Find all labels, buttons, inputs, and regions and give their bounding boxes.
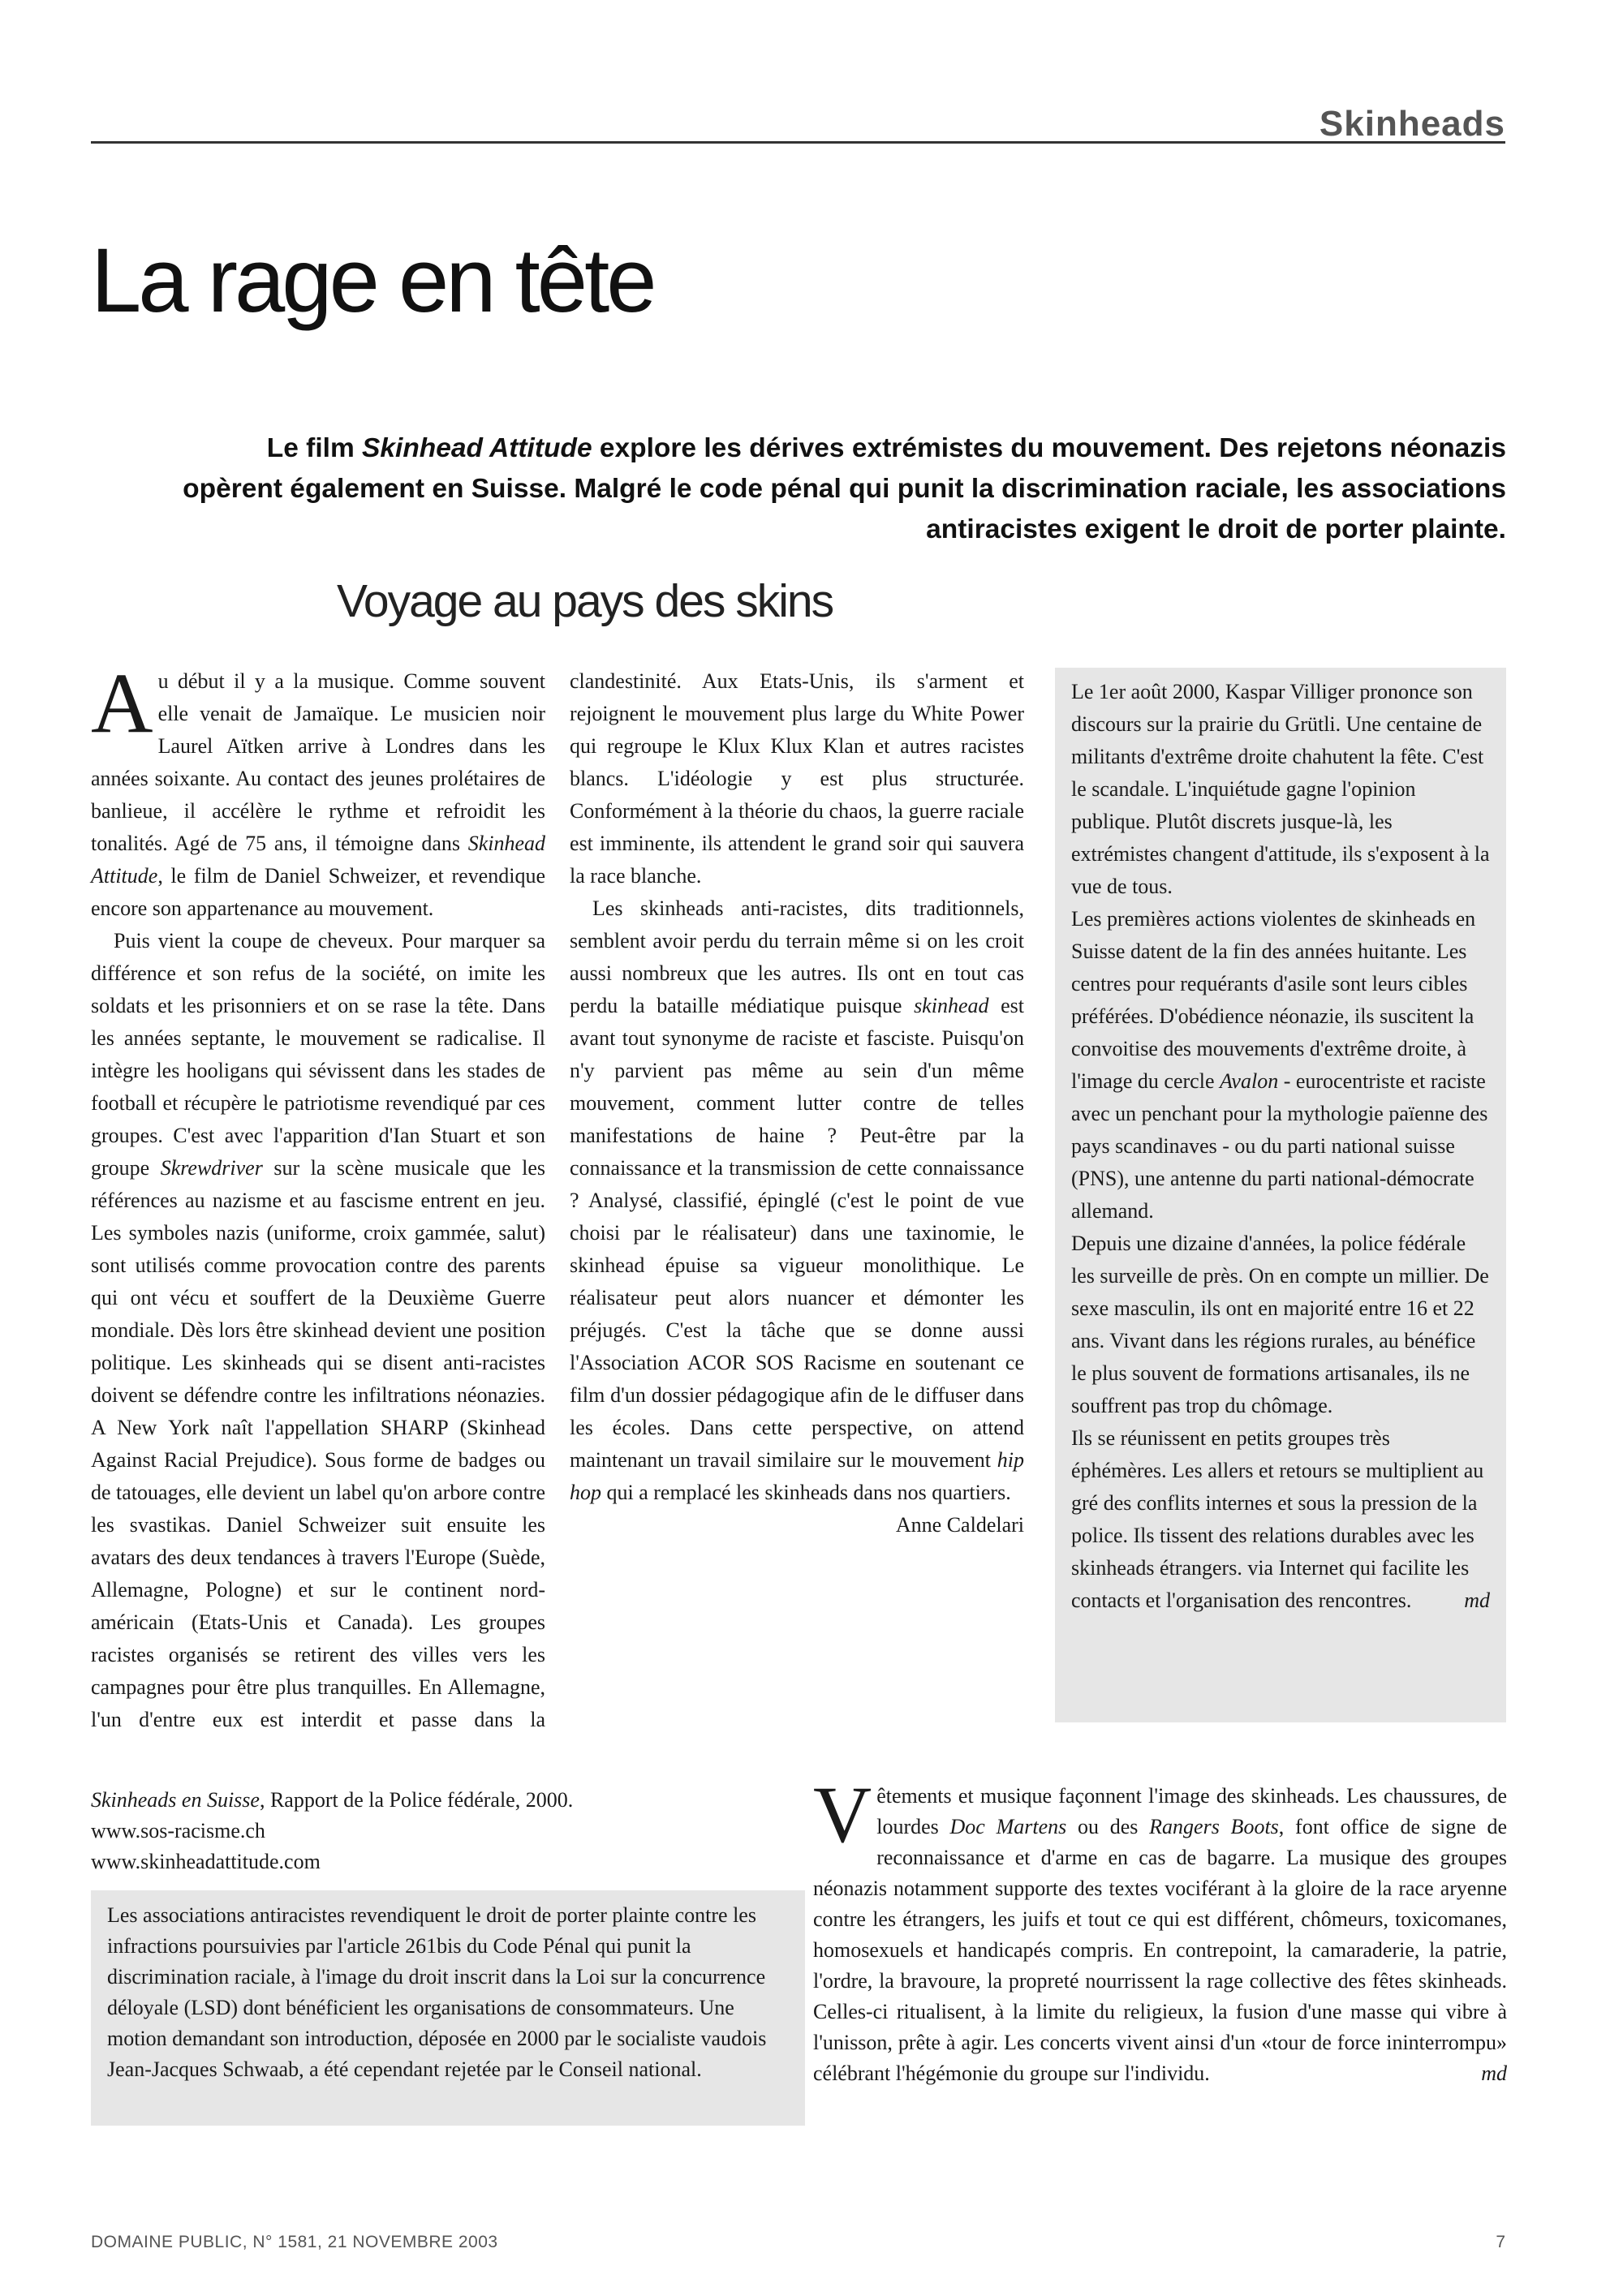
footer-publication: DOMAINE PUBLIC, N° 1581, 21 NOVEMBRE 2003 <box>91 2233 498 2251</box>
report-title: Skinheads en Suisse <box>91 1788 260 1812</box>
paragraph-text: , font office de signe de reconnaissance et d'arme en cas de bagarre. La musique des groupes néonazis notamment supporte des textes vociférant à la gloire de la race aryenne contre les étrangers, les juifs et tout ce qui est différent, chômeurs, toxicomanes, homosexuels et handicapés compris. En contrepoint, la camaraderie, la patrie, l'ordre, la bravoure, la propreté nourrissent la rage collective des fêtes skinheads. Celles-ci ritualisent, à la limite du religieux, la fusion d'une masse qui vibre à l'unisson, prête à agir. Les concerts vivent ainsi d'un «tour de force ininterrompu» célébrant l'hégémonie du groupe sur l'individu. <box>813 1815 1508 2085</box>
paragraph-text: Les skinheads anti-racistes, dits traditionnels, semblent avoir perdu du terrain même si on les croit aussi nombreux que les autres. Ils ont en tout cas perdu la bataille médiatique puisque <box>570 896 1024 1017</box>
sidebar-text: Les premières actions violentes de skinheads en Suisse datent de la fin des années huitante. Les centres pour requérants d'asile sont leurs cibles préférées. D'obédience néonazie, ils suscitent la convoitise des mouvements d'extrême droite, à l'image du cercle <box>1071 907 1476 1093</box>
article-paragraph <box>91 656 545 925</box>
lead-film-title: Skinhead Attitude <box>362 433 592 463</box>
main-article <box>91 656 1025 1744</box>
drop-cap: V <box>813 1769 872 1860</box>
article-lead <box>162 428 1506 550</box>
paragraph-text: qui a remplacé les skinheads dans nos quartiers. <box>601 1481 1011 1504</box>
brand-name: Doc Martens <box>949 1815 1067 1838</box>
sidebar-signature: md <box>1464 1589 1490 1612</box>
paragraph-text: sur la scène musicale que les références au nazisme et au fascisme entrent en jeu. Les symboles nazis (uniforme, croix gammée, salut) sont utilisés comme provocation contre des parents qui ont vécu et souffert de la Deuxième Guerre mondiale. Dès lors être skinhead devient une position politique. Les skinheads qui se disent anti-racistes doivent se défendre contre les infiltrations néonazies. A New York naît l'appellation SHARP (Skinhead Against Racial Prejudice). Sous forme de badges ou de tatouages, elle devient un label qu'on arbore contre les svastikas. Daniel Schweizer suit ensuite les avatars des deux tendances à travers l'Europe (Suède, Allemagne, Pologne) et sur le continent nord-américain (Etats-Unis et Canada). Les groupes racistes organisés se retirent des villes vers les campagnes pour être plus tranquilles. En Allemagne, l'un d'entre eux est interdit et passe dans la clandestinité. Aux Etats-Unis, ils s'arment et rejoignent le mouvement plus large du White Power qui regroupe le Klux Klux Klan et autres racistes blancs. L'idéologie y est plus structurée. Conformément à la théorie du chaos, la guerre raciale est imminente, ils attendent le grand soir qui sauvera la race blanche. <box>91 669 1024 1731</box>
report-details: , Rapport de la Police fédérale, 2000. <box>259 1788 574 1812</box>
paragraph-text: Puis vient la coupe de cheveux. Pour marquer sa différence et son refus de la société, on imite les soldats et les prisonniers et on se rase la tête. Dans les années septante, le mouvement se radicalise. Il intègre les hooligans qui sévissent dans les stades de football et récupère le patriotisme revendiqué par ces groupes. C'est avec l'apparition d'Ian Stuart et son groupe <box>91 929 545 1180</box>
sidebar-paragraph <box>1071 1422 1490 1617</box>
reference-link-skinhead-attitude[interactable]: www.skinheadattitude.com <box>91 1850 321 1873</box>
sidebar-text: - eurocentriste et raciste avec un penchant pour la mythologie païenne des pays scandinaves - ou du parti national suisse (PNS), une antenne du parti national-démocrate allemand. <box>1071 1069 1488 1223</box>
group-name: Avalon <box>1219 1069 1279 1093</box>
sidebar-text: Ils se réunissent en petits groupes très éphémères. Les allers et retours se multiplient au gré des conflits internes et sous la pression de la police. Ils tissent des relations durables avec les skinheads étrangers. via Internet qui facilite les contacts et l'organisation des rencontres. <box>1071 1426 1484 1612</box>
clothing-signature: md <box>1481 2062 1507 2085</box>
paragraph-text: u début il y a la musique. Comme souvent elle venait de Jamaïque. Le musicien noir Laurel Aïtken arrive à Londres dans les années soixante. Au contact des jeunes prolétaires de banlieue, il accélère le rythme et refroidit les tonalités. Agé de 75 ans, il témoigne dans <box>91 669 545 855</box>
petition-text: Les associations antiracistes revendiquent le droit de porter plainte contre les infractions poursuivies par l'article 261bis du Code Pénal qui punit la discrimination raciale, à l'image du droit inscrit dans la Loi sur la concurrence déloyale (LSD) dont bénéficient les organisations de consommateurs. Une motion demandant son introduction, déposée en 2000 par le socialiste vaudois Jean-Jacques Schwaab, a été cependant rejetée par le Conseil national. <box>107 1903 767 2081</box>
sidebar-box <box>1055 668 1506 1722</box>
sidebar-paragraph: Depuis une dizaine d'années, la police fédérale les surveille de près. On en compte un millier. De sexe masculin, ils ont en majorité entre 16 et 22 ans. Vivant dans les régions rurales, au bénéfice le plus souvent de formations artisanales, ils ne souffrent pas trop du chômage. <box>1071 1232 1489 1417</box>
lead-text-end: explore les dérives extrémistes du mouvement. Des rejetons néonazis opèrent également en Suisse. Malgré le code pénal qui punit la discrimination raciale, les associations antiracistes exigent le droit de porter plainte. <box>183 433 1506 544</box>
paragraph-text: ou des <box>1066 1815 1150 1838</box>
clothing-paragraph <box>813 1769 1508 2089</box>
section-label: Skinheads <box>1319 104 1505 144</box>
paragraph-text: , le film de Daniel Schweizer, et revendique encore son appartenance au mouvement. <box>91 864 545 920</box>
petition-box <box>91 1890 805 2126</box>
sidebar-paragraph: Le 1er août 2000, Kaspar Villiger prononce son discours sur la prairie du Grütli. Une centaine de militants d'extrême droite chahutent la fête. C'est le scandale. L'inquiétude gagne l'opinion publique. Plutôt discrets jusque-là, les extrémistes changent d'attitude, ils s'exposent à la vue de tous. <box>1071 680 1490 898</box>
article-author: Anne Caldelari <box>895 1513 1024 1537</box>
band-name: Skrewdriver <box>160 1156 263 1180</box>
film-title: Skinhead Attitude <box>91 832 545 888</box>
article-paragraph <box>570 892 1024 1509</box>
sidebar-paragraph <box>1071 903 1490 1228</box>
lead-text-start: Le film <box>266 433 363 463</box>
paragraph-text: est avant tout synonyme de raciste et fasciste. Puisqu'on n'y parvient pas même au sein d'un même mouvement, comment lutter contre de telles manifestations de haine ? Peut-être par la connaissance et la transmission de cette connaissance ? Analysé, classifié, épinglé (c'est le point de vue choisi par le réalisateur) dans une taxinomie, le skinhead épuise sa vigueur monolithique. Le réalisateur peut alors nuancer et démonter les préjugés. C'est la tâche que se donne aussi l'Association ACOR SOS Racisme en soutenant ce film d'un dossier pédagogique afin de le diffuser dans les écoles. Dans cette perspective, on attend maintenant un travail similaire sur le mouvement <box>570 994 1025 1472</box>
references <box>91 1785 573 1877</box>
paragraph-text: êtements et musique façonnent l'image des skinheads. Les chaussures, de lourdes <box>876 1784 1507 1838</box>
article-subtitle: Voyage au pays des skins <box>337 575 833 627</box>
page-number: 7 <box>1496 2233 1505 2251</box>
clothing-article <box>813 1769 1508 2089</box>
drop-cap: A <box>91 656 153 750</box>
music-genre: hip hop <box>570 1448 1024 1504</box>
reference-link-sos-racisme[interactable]: www.sos-racisme.ch <box>91 1819 265 1842</box>
emphasis-word: skinhead <box>914 994 989 1017</box>
reference-report <box>91 1785 573 1816</box>
brand-name: Rangers Boots <box>1149 1815 1279 1838</box>
article-title: La rage en tête <box>91 230 654 331</box>
header-rule <box>91 141 1505 144</box>
